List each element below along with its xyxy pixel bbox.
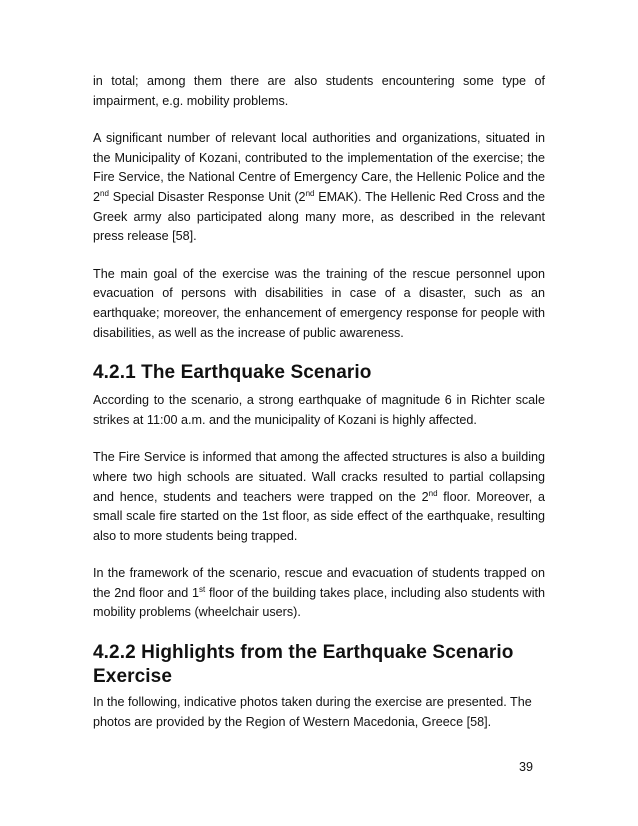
page-number: 39 — [519, 760, 534, 774]
section-heading-highlights: 4.2.2 Highlights from the Earthquake Scenario Exercise — [93, 642, 514, 688]
superscript: nd — [100, 188, 109, 198]
paragraph: In the following, indicative photos taken during the exercise are presented. The photos are provided by the Region of Western Macedonia, Greece [58]. — [93, 695, 532, 729]
paragraph: The Fire Service is informed that among the affected structures is also a building where two high schools are situated. Wall cracks resulted to partial collapsing and hence, students and teachers were trapped on the 2nd floor. Moreover, a small scale fire started on the 1st floor, as side effect of the earthquake, resulting also to more students being trapped. — [93, 450, 545, 543]
superscript: nd — [428, 488, 438, 498]
section-earthquake-scenario — [93, 391, 545, 623]
superscript: nd — [305, 188, 315, 198]
paragraph: In the framework of the scenario, rescue and evacuation of students trapped on the 2nd floor and 1st floor of the building takes place, including also students with mobility problems (wheelchair users). — [93, 566, 546, 620]
paragraph: A significant number of relevant local authorities and organizations, situated in the Municipality of Kozani, contributed to the implementation of the exercise; the Fire Service, the National Centre of Emergency Care, the Hellenic Police and the 2nd Special Disaster Response Unit (2nd EMAK). The Hellenic Red Cross and the Greek army also participated along many more, as described in the relevant press release [58]. — [93, 131, 546, 244]
paragraph: According to the scenario, a strong earthquake of magnitude 6 in Richter scale strikes at 11:00 a.m. and the municipality of Kozani is highly affected. — [93, 393, 545, 427]
paragraph: The main goal of the exercise was the training of the rescue personnel upon evacuation of persons with disabilities in case of a disaster, such as an earthquake; moreover, the enhancement of emergency response for people with disabilities, as well as the increase of public awareness. — [93, 266, 545, 340]
section-highlights — [93, 693, 545, 732]
superscript: st — [198, 584, 206, 594]
document-page — [93, 72, 545, 750]
intro-paragraphs — [93, 72, 545, 343]
paragraph: in total; among them there are also students encountering some type of impairment, e.g. mobility problems. — [93, 74, 545, 108]
section-heading-earthquake-scenario: 4.2.1 The Earthquake Scenario — [93, 362, 372, 384]
